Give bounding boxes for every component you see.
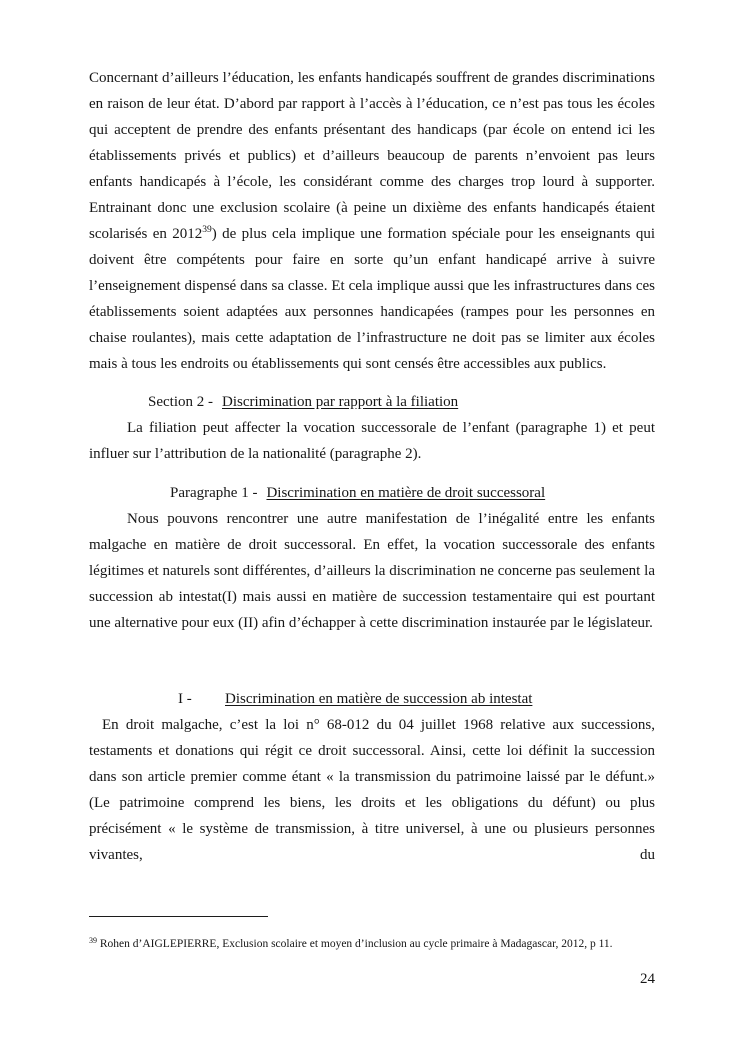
heading-section-2 (148, 389, 655, 415)
paragraph-droit-malgache: En droit malgache, c’est la loi n° 68-012 du 04 juillet 1968 relative aux successions, testaments et donations qui régit ce droit successoral. Ainsi, cette loi définit la succession dans son article premier comme étant « la transmission du patrimoine laissé par le défunt.» (Le patrimoine comprend les biens, les droits et les obligations du défunt) ou plus précisément « le système de transmission, à titre universel, à une ou plusieurs personnes vivantes, du (89, 717, 655, 863)
page-body-text (89, 65, 655, 868)
footnote-39-number: 39 (89, 936, 97, 945)
heading-roman-1-title: Discrimination en matière de succession ab intestat (225, 691, 533, 707)
heading-roman-1 (178, 686, 655, 712)
footnote-reference-39: 39 (202, 225, 212, 235)
heading-paragraphe-1 (170, 480, 655, 506)
footnote-39 (89, 936, 655, 952)
page-number: 24 (640, 971, 655, 987)
heading-section-2-prefix: Section 2 - (148, 394, 213, 410)
paragraph-education-text-after-ref: ) de plus cela implique une formation spéciale pour les enseignants qui doivent être compétents pour faire en sorte qu’un enfant handicapé arrive à suivre l’enseignement dispensé dans sa classe. Et cela implique aussi que les infrastructures dans ces établissements soient adaptées aux personnes handicapées (rampes pour les personnes en chaise roulantes), mais cette adaptation de l’infrastructure ne doit pas se limiter aux écoles mais à tous les endroits ou établissements qui sont censés être accessibles aux publics. (89, 226, 655, 372)
heading-section-2-title: Discrimination par rapport à la filiation (222, 394, 459, 410)
paragraph-education-discrimination (89, 65, 655, 377)
paragraph-education-text-before-ref: Concernant d’ailleurs l’éducation, les enfants handicapés souffrent de grandes discriminations en raison de leur état. D’abord par rapport à l’accès à l’éducation, ce n’est pas tous les écoles qui acceptent de prendre des enfants présentant des handicaps (par école on entend ici les établissements privés et publics) et d’ailleurs beaucoup de parents n’envoient pas leurs enfants handicapés à l’école, les considérant comme des charges trop lourd à supporter. Entrainant donc une exclusion scolaire (à peine un dixième des enfants handicapés étaient scolarisés en 2012 (89, 70, 655, 242)
heading-paragraphe-1-title: Discrimination en matière de droit successoral (266, 485, 546, 501)
paragraph-filiation-intro: La filiation peut affecter la vocation successorale de l’enfant (paragraphe 1) et peut influer sur l’attribution de la nationalité (paragraphe 2). (89, 420, 655, 462)
paragraph-succession-inequality: Nous pouvons rencontrer une autre manifestation de l’inégalité entre les enfants malgache en matière de droit successoral. En effet, la vocation successorale des enfants légitimes et naturels sont différentes, d’ailleurs la discrimination ne concerne pas seulement la succession ab intestat(I) mais aussi en matière de succession testamentaire qui est pourtant une alternative pour eux (II) afin d’échapper à cette discrimination instaurée par le législateur. (89, 511, 655, 631)
heading-paragraphe-1-prefix: Paragraphe 1 - (170, 485, 258, 501)
footnote-39-text: Rohen d’AIGLEPIERRE, Exclusion scolaire et moyen d’inclusion au cycle primaire à Madagascar, 2012, p 11. (97, 938, 613, 950)
heading-roman-1-prefix: I - (178, 691, 192, 707)
footnote-separator-line (89, 916, 268, 917)
